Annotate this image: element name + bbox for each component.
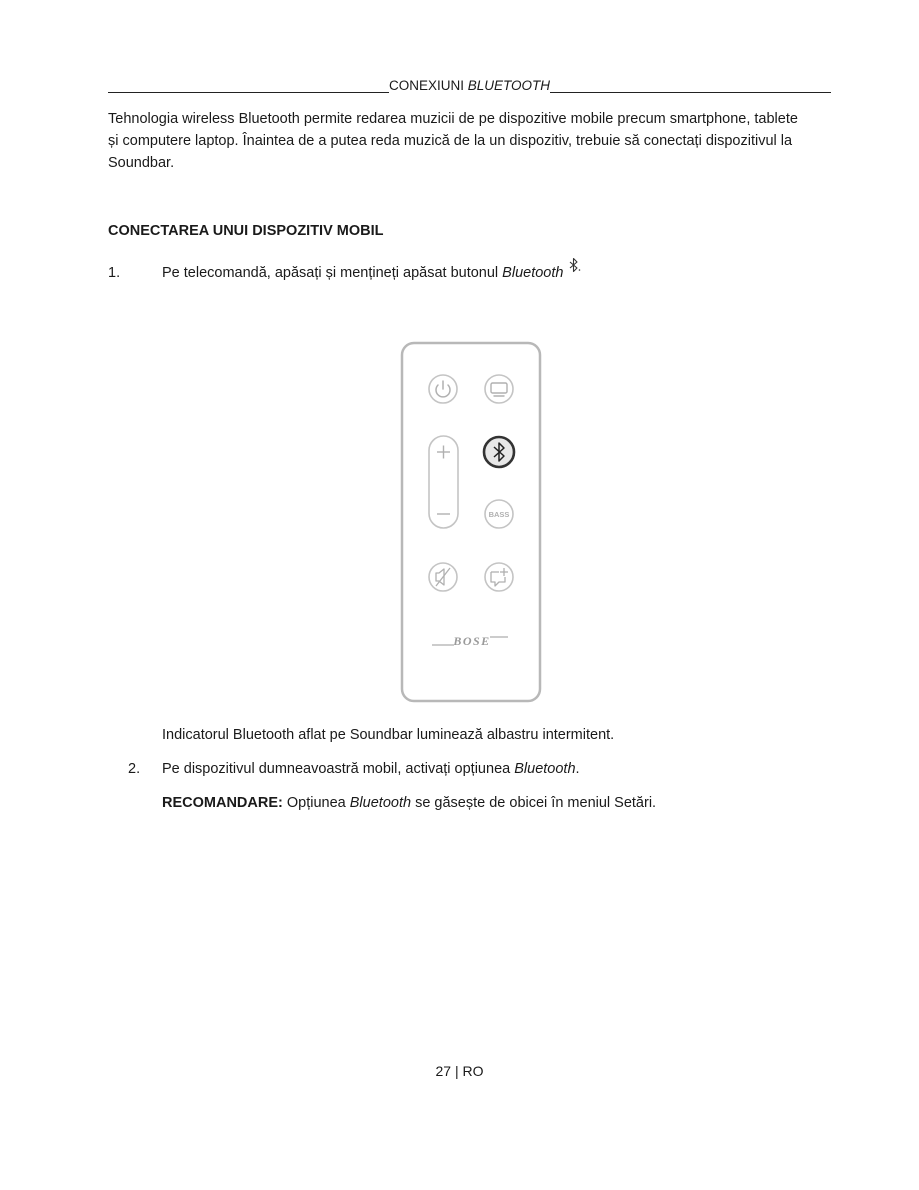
- header-rule-right: [550, 92, 831, 93]
- page-header: [108, 76, 831, 94]
- step-text: Pe dispozitivul dumneavoastră mobil, activați opțiunea Bluetooth.: [162, 761, 580, 777]
- tip-label: RECOMANDARE:: [162, 795, 283, 811]
- step-number: 1.: [108, 265, 121, 281]
- bluetooth-icon: [567, 257, 581, 281]
- remote-control-illustration: [400, 341, 542, 703]
- section-title: CONECTAREA UNUI DISPOZITIV MOBIL: [108, 223, 384, 239]
- brand-label: BOSE: [453, 634, 491, 648]
- step-number: 2.: [128, 761, 141, 777]
- page-footer: 27 | RO: [435, 1063, 484, 1079]
- step-text: Pe telecomandă, apăsați și mențineți apăsat butonul Bluetooth: [162, 263, 581, 283]
- tip-note: RECOMANDARE: Opțiunea Bluetooth se găsește de obicei în meniul Setări.: [162, 795, 657, 811]
- header-rule-left: [108, 92, 389, 93]
- bluetooth-button-icon: [484, 437, 514, 467]
- indicator-note: Indicatorul Bluetooth aflat pe Soundbar luminează albastru intermitent.: [162, 727, 615, 743]
- bass-label: BASS: [488, 510, 510, 519]
- intro-paragraph: Tehnologia wireless Bluetooth permite redarea muzicii de pe dispozitive mobile precum smartphone, tablete și computere laptop. Înaintea de a putea reda muzică de la un dispozitiv, trebuie să conectați dispozitivul la Soundbar.: [108, 111, 798, 171]
- header-title: CONEXIUNI BLUETOOTH: [388, 78, 551, 93]
